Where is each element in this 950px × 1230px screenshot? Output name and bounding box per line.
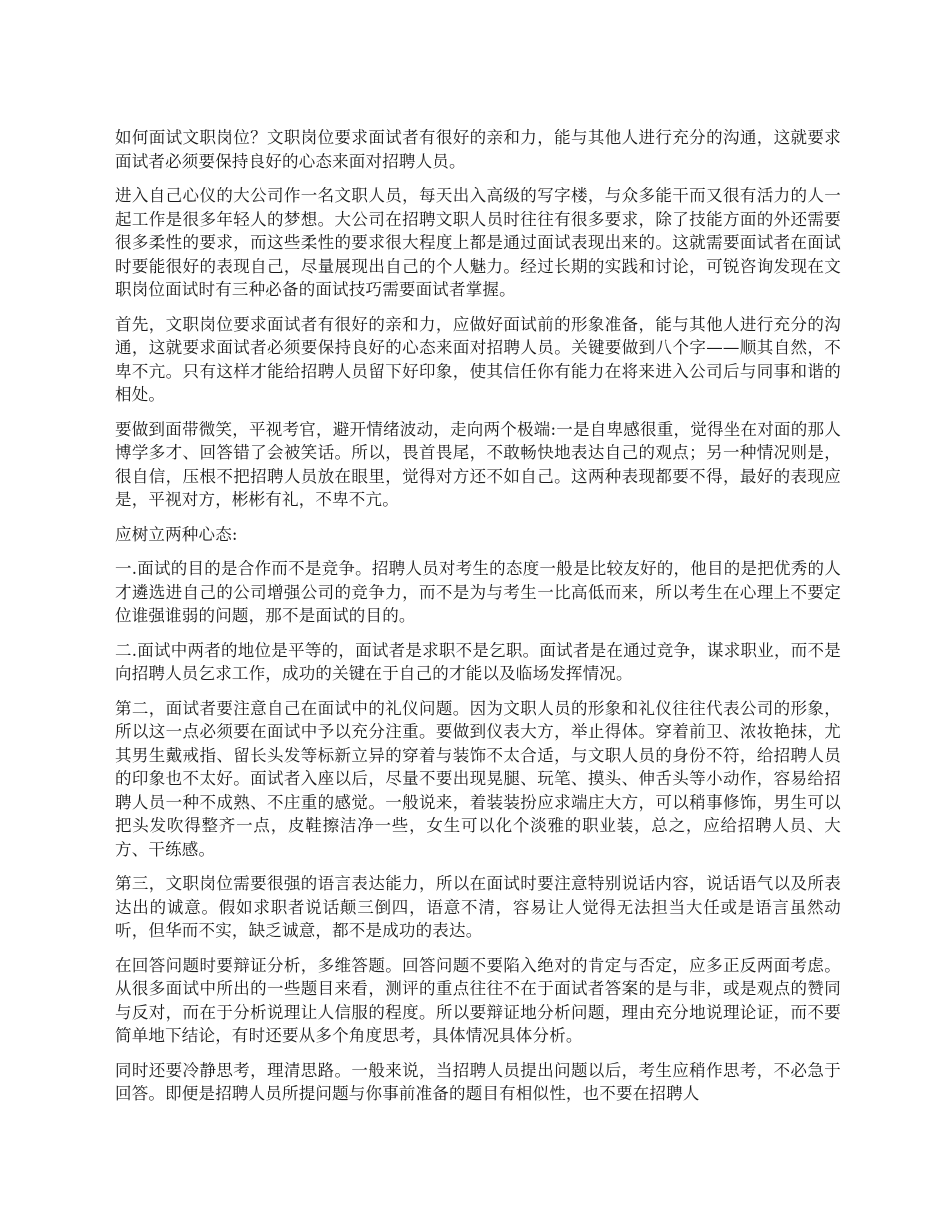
- paragraph-intro: 如何面试文职岗位？文职岗位要求面试者有很好的亲和力，能与其他人进行充分的沟通，这就要求面试者必须要保持良好的心态来面对招聘人员。: [115, 128, 841, 171]
- document-body: [115, 126, 841, 1117]
- paragraph-mindset-two: 二.面试中两者的地位是平等的，面试者是求职不是乞职。面试者是在通过竞争，谋求职业，而不是向招聘人员乞求工作，成功的关键在于自己的才能以及临场发挥情况。: [115, 640, 841, 683]
- paragraph-second-tip: 第二，面试者要注意自己在面试中的礼仪问题。因为文职人员的形象和礼仪往往代表公司的形象，所以这一点必须要在面试中予以充分注重。要做到仪表大方，举止得体。穿着前卫、浓妆艳抹，尤其男生戴戒指、留长头发等标新立异的穿着与装饰不太合适，与文职人员的身份不符，给招聘人员的印象也不太好。面试者入座以后，尽量不要出现晃腿、玩笔、摸头、伸舌头等小动作，容易给招聘人员一种不成熟、不庄重的感觉。一般说来，着装装扮应求端庄大方，可以稍事修饰，男生可以把头发吹得整齐一点，皮鞋擦洁净一些，女生可以化个淡雅的职业装，总之，应给招聘人员、大方、干练感。: [115, 698, 841, 859]
- paragraph-attitude: 要做到面带微笑，平视考官，避开情绪波动，走向两个极端:一是自卑感很重，觉得坐在对面的那人博学多才、回答错了会被笑话。所以，畏首畏尾，不敢畅快地表达自己的观点；另一种情况则是，很自信，压根不把招聘人员放在眼里，觉得对方还不如自己。这两种表现都要不得，最好的表现应是，平视对方，彬彬有礼，不卑不亢。: [115, 419, 841, 509]
- paragraph-mindset-one: 一.面试的目的是合作而不是竞争。招聘人员对考生的态度一般是比较友好的，他目的是把优秀的人才遴选进自己的公司增强公司的竞争力，而不是为与考生一比高低而来，所以考生在心理上不要定位谁强谁弱的问题，那不是面试的目的。: [115, 559, 841, 625]
- paragraph-background: 进入自己心仪的大公司作一名文职人员，每天出入高级的写字楼，与众多能干而又很有活力的人一起工作是很多年轻人的梦想。大公司在招聘文职人员时往往有很多要求，除了技能方面的外还需要很多柔性的要求，而这些柔性的要求很大程度上都是通过面试表现出来的。这就需要面试者在面试时要能很好的表现自己，尽量展现出自己的个人魅力。经过长期的实践和讨论，可锐咨询发现在文职岗位面试时有三种必备的面试技巧需要面试者掌握。: [115, 186, 841, 299]
- paragraph-third-tip: 第三，文职岗位需要很强的语言表达能力，所以在面试时要注意特别说话内容，说话语气以及所表达出的诚意。假如求职者说话颠三倒四，语意不清，容易让人觉得无法担当大任或是语言虽然动听，但华而不实，缺乏诚意，都不是成功的表达。: [115, 874, 841, 940]
- paragraph-two-mindsets: 应树立两种心态:: [115, 524, 238, 544]
- paragraph-dialectical: 在回答问题时要辩证分析，多维答题。回答问题不要陷入绝对的肯定与否定，应多正反两面考虑。从很多面试中所出的一些题目来看，测评的重点往往不在于面试者答案的是与非，或是观点的赞同与反对，而在于分析说理让人信服的程度。所以要辩证地分析问题，理由充分地说理论证，而不要简单地下结论，有时还要从多个角度思考，具体情况具体分析。: [115, 955, 841, 1045]
- paragraph-calm-thinking: 同时还要冷静思考，理清思路。一般来说，当招聘人员提出问题以后，考生应稍作思考，不必急于回答。即便是招聘人员所提问题与你事前准备的题目有相似性，也不要在招聘人: [115, 1060, 841, 1103]
- paragraph-first-tip: 首先，文职岗位要求面试者有很好的亲和力，应做好面试前的形象准备，能与其他人进行充分的沟通，这就要求面试者必须要保持良好的心态来面对招聘人员。关键要做到八个字——顺其自然，不卑不亢。只有这样才能给招聘人员留下好印象，使其信任你有能力在将来进入公司后与同事和谐的相处。: [115, 314, 841, 404]
